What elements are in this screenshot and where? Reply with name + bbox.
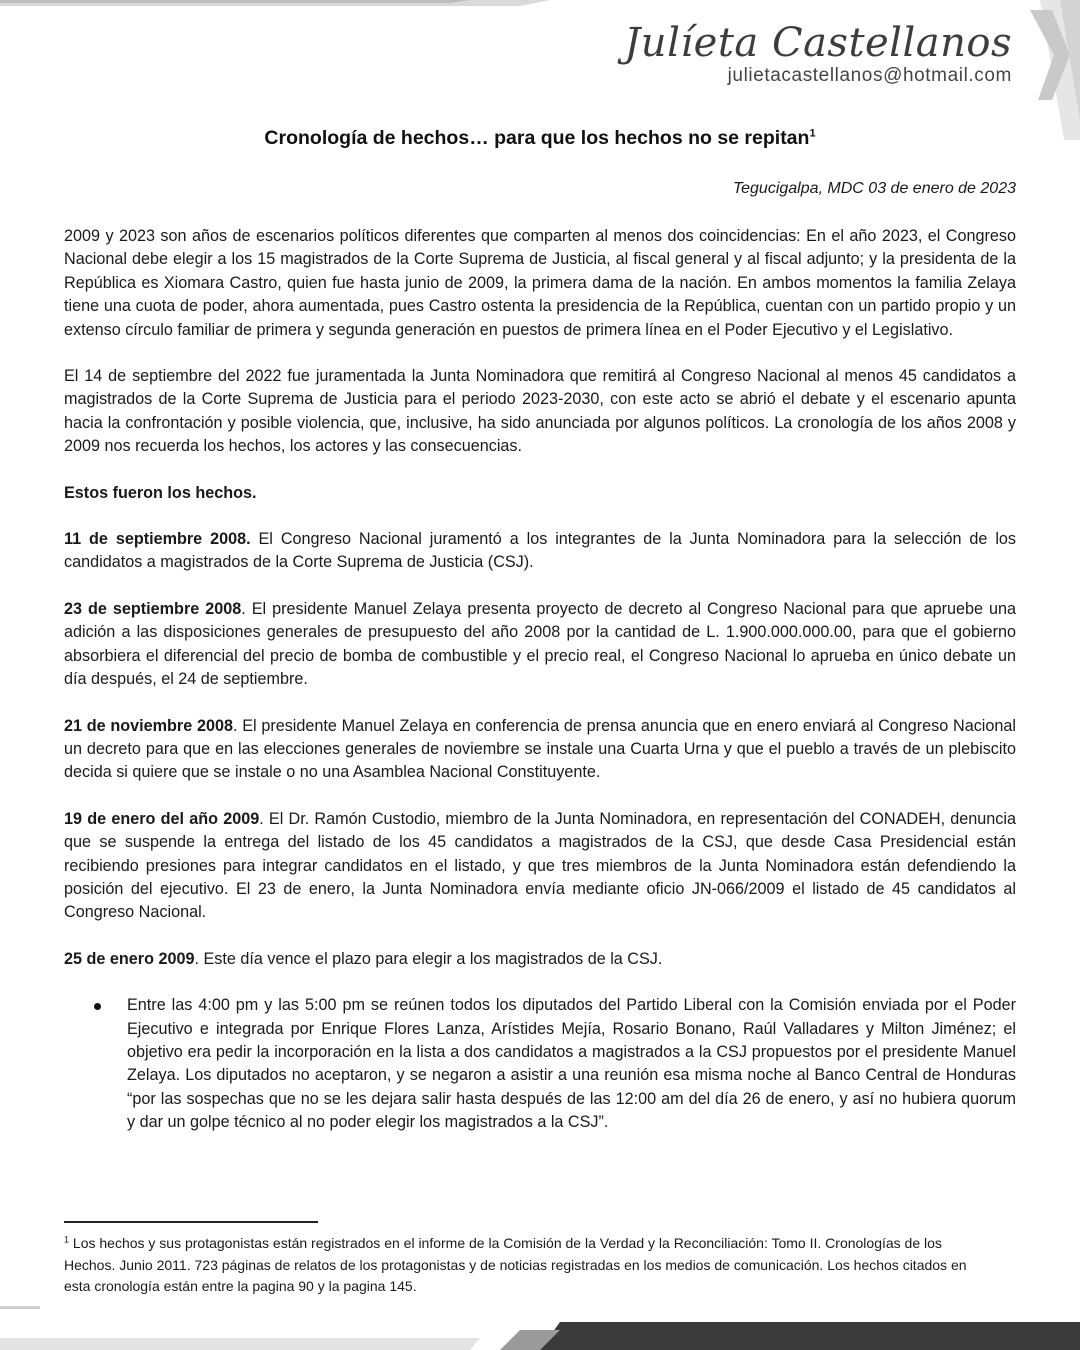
footnote-mark: 1 xyxy=(64,1234,70,1245)
bullet-list xyxy=(64,994,1016,1134)
event-text: . El Dr. Ramón Custodio, miembro de la Junta Nominadora, en representación del CONADEH, denuncia que se suspende la entrega del listado de los 45 candidatos a magistrados de la CSJ, que desde Casa Presidencial están recibiendo presiones para integrar candidatos en el listado, y que tres miembros de la Junta Nominadora están defendiendo la posición del ejecutivo. El 23 de enero, la Junta Nominadora envía mediante oficio JN-066/2009 el listado de 45 candidatos al Congreso Nacional. xyxy=(64,809,1016,922)
event-entry xyxy=(64,715,1016,785)
event-date: 23 de septiembre 2008 xyxy=(64,599,242,618)
context-paragraph: El 14 de septiembre del 2022 fue juramentada la Junta Nominadora que remitirá al Congreso Nacional al menos 45 candidatos a magistrados de la Corte Suprema de Justicia para el periodo 2023-2030, con este acto se abrió el debate y el escenario apunta hacia la confrontación y posible violencia, que, inclusive, ha sido anunciada por algunos políticos. La cronología de los años 2008 y 2009 nos recuerda los hechos, los actores y las consecuencias. xyxy=(64,367,1016,456)
event-entry xyxy=(64,528,1016,575)
author-name-logo: Julíeta Castellanos xyxy=(624,20,1012,66)
document-title xyxy=(0,127,1080,150)
bullet-item xyxy=(94,994,1016,1134)
dateline: Tegucigalpa, MDC 03 de enero de 2023 xyxy=(732,180,1016,197)
event-date: 19 de enero del año 2009 xyxy=(64,809,260,828)
intro-paragraph: 2009 y 2023 son años de escenarios políticos diferentes que comparten al menos dos coincidencias: En el año 2023, el Congreso Nacional debe elegir a los 15 magistrados de la Corte Suprema de Justicia, al fiscal general y al fiscal adjunto; y la presidenta de la República es Xiomara Castro, quien fue hasta junio de 2009, la primera dama de la nación. En ambos momentos la familia Zelaya tiene una cuota de poder, ahora aumentada, pues Castro ostenta la presidencia de la República, cuentan con un partido propio y un extenso círculo familiar de primera y segunda generación en puestos de primera línea en el Poder Ejecutivo y el Legislativo. xyxy=(64,227,1016,339)
title-text: Cronología de hechos… para que los hechos no se repitan xyxy=(264,127,810,149)
header-corner-decor xyxy=(1020,0,1080,140)
event-text: . Este día vence el plazo para elegir a los magistrados de la CSJ. xyxy=(194,949,663,968)
event-entry xyxy=(64,598,1016,692)
footnote-text: Los hechos y sus protagonistas están registrados en el informe de la Comisión de la Verdad y la Reconciliación: Tomo II. Cronologías de los Hechos. Junio 2011. 723 páginas de relatos de los protagonistas y de noticias registradas en los medios de comunicación. Los hechos citados en esta cronología están entre la pagina 90 y la pagina 145. xyxy=(64,1235,967,1294)
footnote-divider xyxy=(64,1221,318,1223)
letterhead xyxy=(624,18,1012,86)
event-date: 11 de septiembre 2008. xyxy=(64,530,251,549)
section-heading: Estos fueron los hechos. xyxy=(64,483,257,502)
header-decor-band xyxy=(0,0,1080,14)
event-date: 21 de noviembre 2008 xyxy=(64,716,233,735)
title-footnote-mark: 1 xyxy=(809,127,816,140)
author-email: julietacastellanos@hotmail.com xyxy=(727,65,1012,86)
bullet-dot-icon xyxy=(94,1003,101,1010)
event-entry xyxy=(64,948,1016,971)
bullet-text: Entre las 4:00 pm y las 5:00 pm se reúnen todos los diputados del Partido Liberal con la Comisión enviada por el Poder Ejecutivo e integrada por Enrique Flores Lanza, Arístides Mejía, Rosario Bonano, Raúl Valladares y Milton Jiménez; el objetivo era pedir la incorporación en la lista a dos candidatos a magistrados a la CSJ propuestos por el presidente Manuel Zelaya. Los diputados no aceptaron, y se negaron a asistir a una reunión esa misma noche al Banco Central de Honduras “por las sospechas que no se les dejara salir hasta después de las 12:00 am del día 26 de enero, y así no hubiera quorum y dar un golpe técnico al no poder elegir los magistrados a la CSJ”. xyxy=(127,996,1016,1132)
event-text: . El presidente Manuel Zelaya presenta proyecto de decreto al Congreso Nacional para que apruebe una adición a las disposiciones generales de presupuesto del año 2008 por la cantidad de L. 1.900.000.000.00, para que el gobierno absorbiera el diferencial del precio de bomba de combustible y el precio real, el Congreso Nacional lo aprueba en único debate un día después, el 24 de septiembre. xyxy=(64,599,1016,689)
footer-decor-band xyxy=(0,1302,1080,1350)
event-entry xyxy=(64,808,1016,925)
event-date: 25 de enero 2009 xyxy=(64,949,195,968)
document-body xyxy=(64,225,1016,1135)
event-text: . El presidente Manuel Zelaya en conferencia de prensa anuncia que en enero enviará al Congreso Nacional un decreto para que en las elecciones generales de noviembre se instale una Cuarta Urna y que el pueblo a través de un plebiscito decida si quiere que se instale o no una Asamblea Nacional Constituyente. xyxy=(64,716,1016,782)
event-text: El Congreso Nacional juramentó a los integrantes de la Junta Nominadora para la selección de los candidatos a magistrados de la Corte Suprema de Justicia (CSJ). xyxy=(64,530,1017,572)
footnote xyxy=(64,1233,984,1298)
